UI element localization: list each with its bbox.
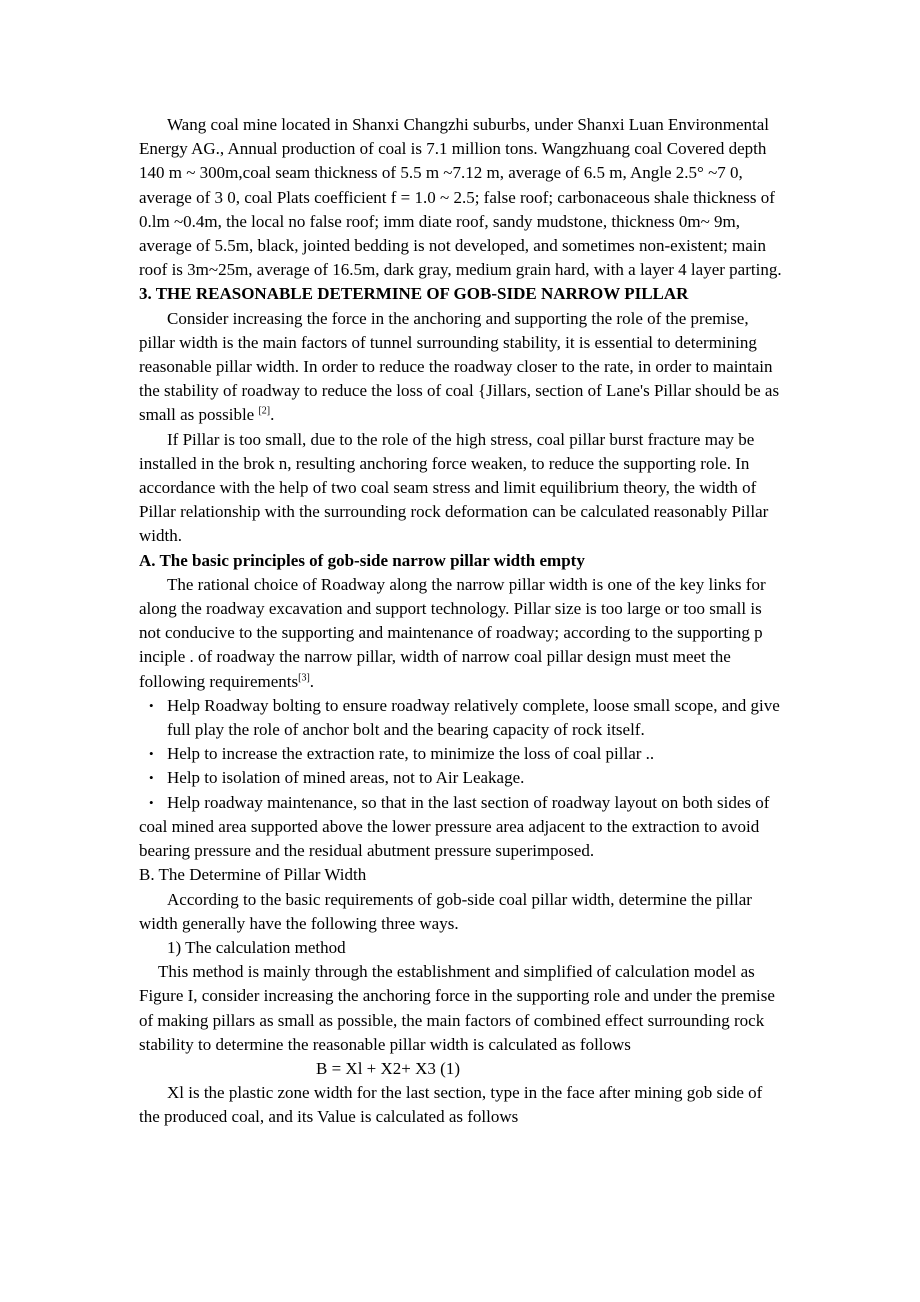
list-item xyxy=(139,694,784,742)
paragraph-pillar-width-premise xyxy=(139,307,784,428)
paragraph-basic-requirements: According to the basic requirements of gob-side coal pillar width, determine the pillar width generally have the following three ways. xyxy=(139,889,752,933)
document-body xyxy=(139,113,784,1130)
bullet-icon: • xyxy=(149,746,154,762)
list-item-text: Help to increase the extraction rate, to minimize the loss of coal pillar .. xyxy=(167,744,655,764)
bullet-icon: • xyxy=(149,794,154,810)
paragraph-text: The rational choice of Roadway along the narrow pillar width is one of the key links for along the roadway excavation and support technology. Pillar size is too large or too small is not conducive to the supporting and maintenance of roadway; according to the supporting p inciple . of roadway the narrow pillar, width of narrow coal pillar design must meet the following requirements xyxy=(139,574,766,691)
subsection-heading-a: A. The basic principles of gob-side narrow pillar width empty xyxy=(139,550,585,570)
bullet-icon: • xyxy=(149,770,154,786)
paragraph-rational-choice xyxy=(139,573,784,694)
paragraph-small-pillar: If Pillar is too small, due to the role of the high stress, coal pillar burst fracture may be installed in the brok n, resulting anchoring force weaken, to reduce the supporting role. In accordance with the help of two coal seam stress and limit equilibrium theory, the width of Pillar relationship with the surrounding rock deformation can be calculated reasonably Pillar width. xyxy=(139,429,769,546)
list-item-text: Help to isolation of mined areas, not to Air Leakage. xyxy=(167,768,525,788)
paragraph-calculation-model: This method is mainly through the establishment and simplified of calculation model as Figure I, consider increasing the anchoring force in the supporting role and under the premise of making pillars as small as possible, the main factors of combined effect surrounding rock stability to determine the reasonable pillar width is calculated as follows xyxy=(139,962,775,1054)
list-item xyxy=(139,742,784,766)
list-item xyxy=(139,791,784,864)
list-item-text: Help roadway maintenance, so that in the last section of roadway layout on both sides of coal mined area supported above the lower pressure area adjacent to the extraction to avoid bearing pressure and the residual abutment pressure superimposed. xyxy=(139,792,770,861)
list-item-text: Help Roadway bolting to ensure roadway relatively complete, loose small scope, and give full play the role of anchor bolt and the bearing capacity of rock itself. xyxy=(167,695,780,740)
requirements-list xyxy=(139,694,784,863)
list-item xyxy=(139,766,784,790)
equation-1: B = Xl + X2+ X3 (1) xyxy=(316,1058,460,1078)
method-heading: 1) The calculation method xyxy=(167,937,346,957)
paragraph-mine-description: Wang coal mine located in Shanxi Changzhi suburbs, under Shanxi Luan Environmental Energy AG., Annual production of coal is 7.1 million tons. Wangzhuang coal Covered depth 140 m ~ 300m,coal seam thickness of 5.5 m ~7.12 m, average of 6.5 m, Angle 2.5° ~7 0, average of 3 0, coal Plats coefficient f = 1.0 ~ 2.5; false roof; carbonaceous shale thickness of 0.lm ~0.4m, the local no false roof; imm diate roof, sandy mudstone, thickness 0m~ 9m, average of 5.5m, black, jointed bedding is not developed, and sometimes non-existent; main roof is 3m~25m, average of 16.5m, dark gray, medium grain hard, with a layer 4 layer parting. xyxy=(139,115,782,280)
citation-ref: [3] xyxy=(298,672,310,684)
paragraph-plastic-zone: Xl is the plastic zone width for the last section, type in the face after mining gob side of the produced coal, and its Value is calculated as follows xyxy=(139,1083,763,1127)
paragraph-end: . xyxy=(270,405,275,425)
paragraph-text: Consider increasing the force in the anchoring and supporting the role of the premise, pillar width is the main factors of tunnel surrounding stability, it is essential to determining reasonable pillar width. In order to reduce the roadway closer to the rate, in order to maintain the stability of roadway to reduce the loss of coal {Jillars, section of Lane's Pillar should be as small as possible xyxy=(139,308,780,425)
paragraph-end: . xyxy=(309,671,315,691)
bullet-icon: • xyxy=(149,697,154,713)
section-heading-3: 3. THE REASONABLE DETERMINE OF GOB-SIDE NARROW PILLAR xyxy=(139,284,689,304)
citation-ref: [2] xyxy=(258,405,271,417)
subsection-heading-b: B. The Determine of Pillar Width xyxy=(139,865,367,885)
